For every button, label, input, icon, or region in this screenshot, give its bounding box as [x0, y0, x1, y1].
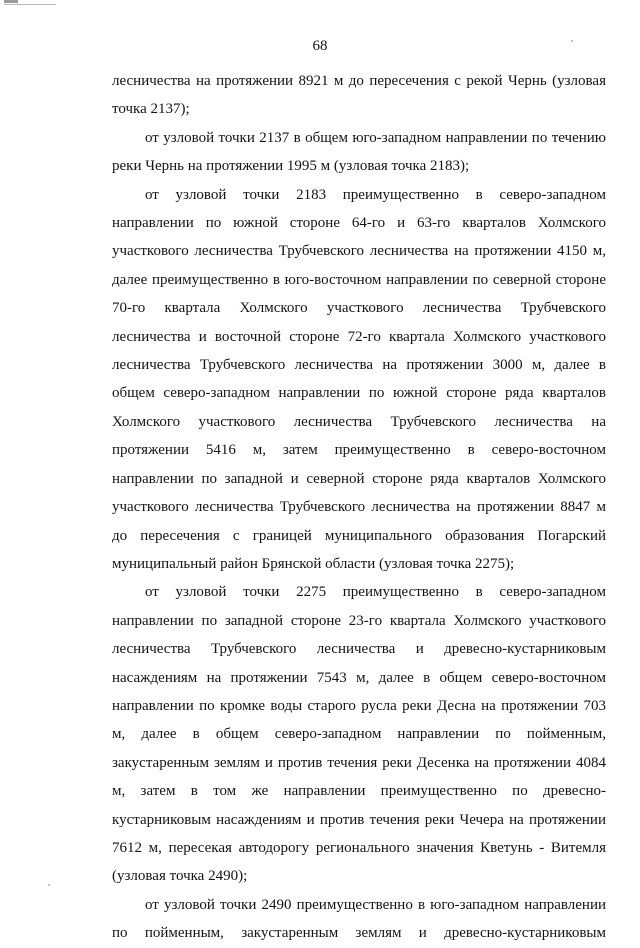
body-text — [112, 67, 606, 948]
scan-speck — [48, 884, 50, 886]
scan-edge-mark — [4, 0, 56, 5]
page-number: 68 — [312, 38, 328, 54]
paragraph-3: от узловой точки 2183 преимущественно в северо-западном направлении по южной стороне 64-го и 63-го кварталов Холмского участкового лесничества Трубчевского лесничества на протяжении 4150 м, далее преимущественно в юго-восточном направлении по северной стороне 70-го квартала Холмского участкового лесничества Трубчевского лесничества и восточной стороне 72-го квартала Холмского участкового лесничества Трубчевского лесничества на протяжении 3000 м, далее в общем северо-западном направлении по южной стороне ряда кварталов Холмского участкового лесничества Трубчевского лесничества на протяжении 5416 м, затем преимущественно в северо-восточном направлении по западной и северной стороне ряда кварталов Холмского участкового лесничества Трубчевского лесничества на протяжении 8847 м до пересечения с границей муниципального образования Погарский муниципальный район Брянской области (узловая точка 2275); — [112, 186, 606, 572]
scan-speck — [571, 40, 573, 42]
paragraph-2: от узловой точки 2137 в общем юго-западном направлении по течению реки Чернь на протяжении 1995 м (узловая точка 2183); — [112, 129, 606, 175]
paragraph-4: от узловой точки 2275 преимущественно в северо-западном направлении по западной стороне 23-го квартала Холмского участкового лесничества Трубчевского лесничества и древесно-кустарниковым насаждениям на протяжении 7543 м, далее в общем северо-восточном направлении по кромке воды старого русла реки Десна на протяжении 703 м, далее в общем северо-западном направлении по пойменным, закустаренным землям и против течения реки Десенка на протяжении 4084 м, затем в том же направлении преимущественно по древесно-кустарниковым насаждениям и против течения реки Чечера на протяжении 7612 м, пересекая автодорогу регионального значения Кветунь - Витемля (узловая точка 2490); — [112, 584, 606, 885]
paragraph-5: от узловой точки 2490 преимущественно в юго-западном направлении по пойменным, закустаренным землям и древесно-кустарниковым — [112, 896, 606, 942]
paragraph-1: лесничества на протяжении 8921 м до пересечения с рекой Чернь (узловая точка 2137); — [112, 73, 606, 118]
